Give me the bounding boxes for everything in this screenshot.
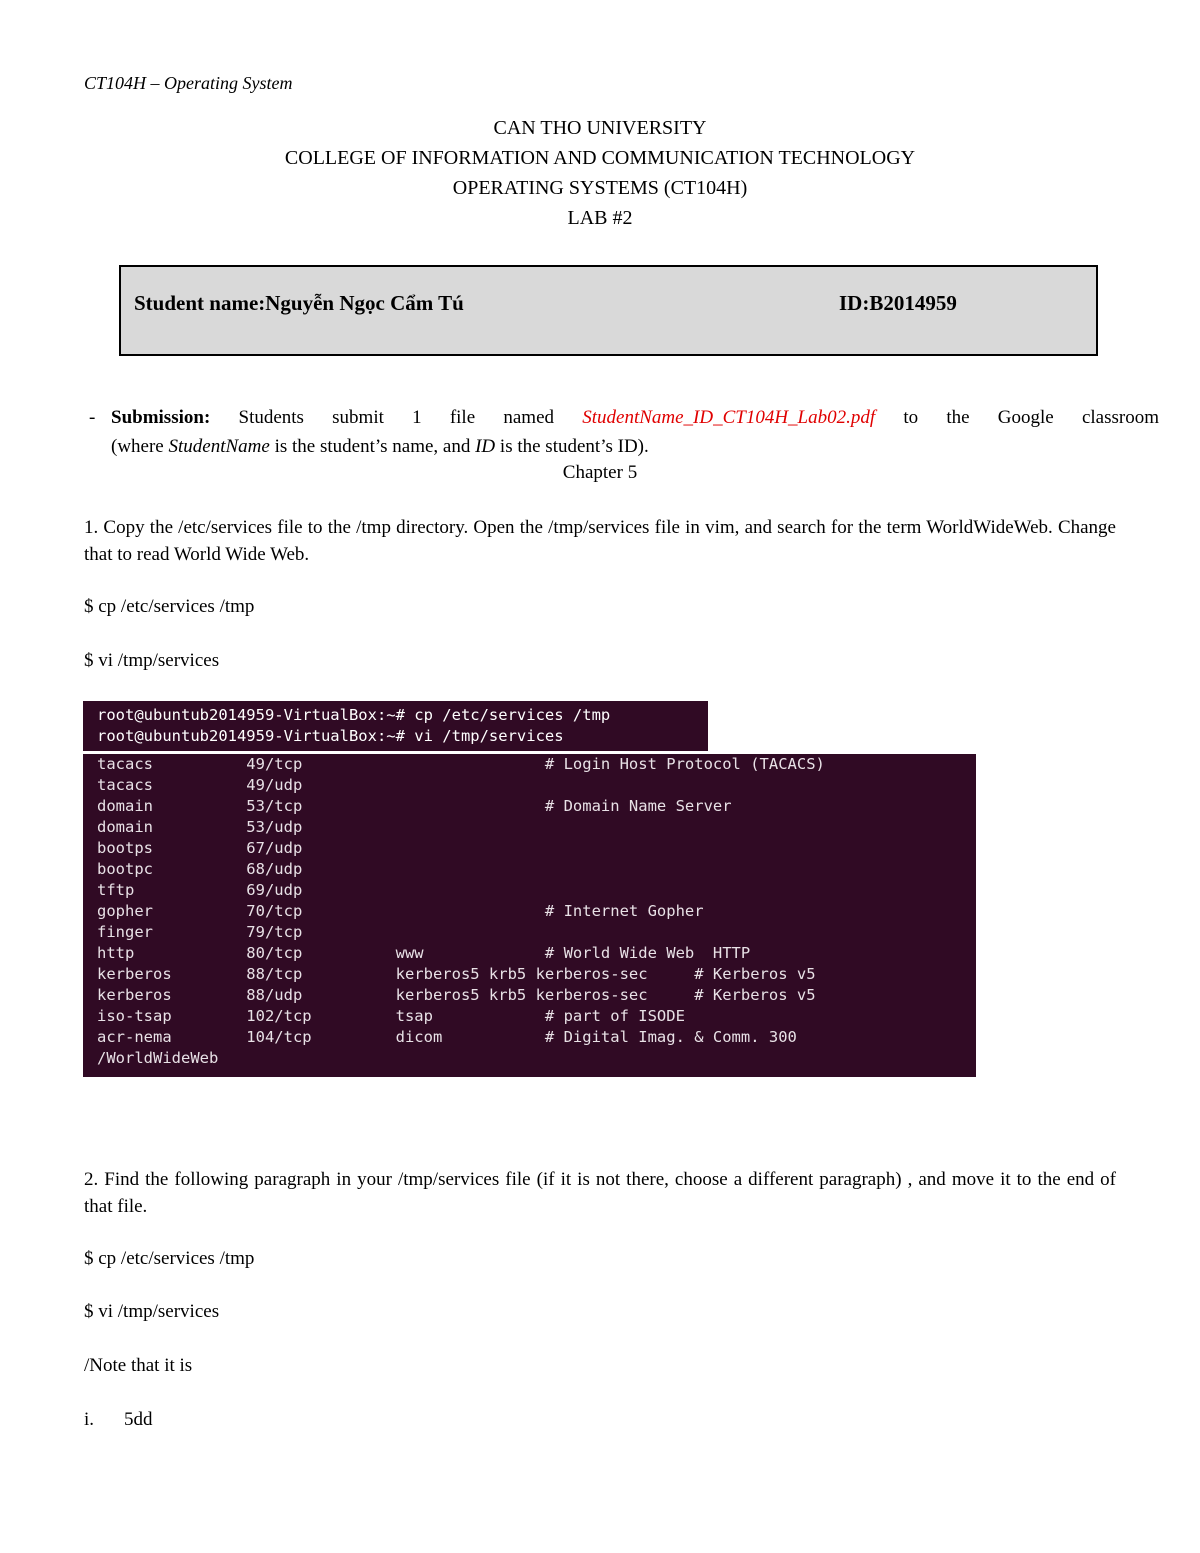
question-1-text: 1. Copy the /etc/services file to the /tmp directory. Open the /tmp/services file in vim, and search for the term WorldWideWeb. Change that to read World Wide Web. bbox=[84, 517, 1116, 565]
note-text-3: is the student’s ID). bbox=[495, 436, 649, 457]
title-block bbox=[0, 113, 1200, 233]
submission-label: Submission: bbox=[111, 407, 211, 428]
terminal-line: domain 53/tcp # Domain Name Server bbox=[97, 797, 732, 815]
submission-line bbox=[111, 407, 1159, 429]
note-text-2: is the student’s name, and bbox=[269, 436, 476, 457]
chapter-heading: Chapter 5 bbox=[562, 462, 638, 483]
submission-filename: StudentName_ID_CT104H_Lab02.pdf bbox=[582, 407, 876, 428]
note-id: ID bbox=[475, 436, 496, 457]
terminal-screenshot-commands bbox=[83, 701, 708, 751]
list-marker: i. bbox=[84, 1409, 95, 1430]
submission-text: Students submit 1 file named bbox=[210, 407, 583, 428]
terminal-line: bootpc 68/udp bbox=[97, 860, 303, 878]
list-item-text: 5dd bbox=[124, 1409, 153, 1430]
question-2-text: 2. Find the following paragraph in your /tmp/services file (if it is not there, choose a different paragraph) , and move it to the end of that file. bbox=[84, 1169, 1116, 1217]
university-title: CAN THO UNIVERSITY bbox=[493, 117, 707, 139]
terminal-line: tacacs 49/udp bbox=[97, 776, 303, 794]
q1-command-cp: $ cp /etc/services /tmp bbox=[84, 596, 255, 617]
college-title: COLLEGE OF INFORMATION AND COMMUNICATION TECHNOLOGY bbox=[284, 147, 916, 169]
note-text: (where bbox=[111, 436, 169, 457]
terminal-line: tftp 69/udp bbox=[97, 881, 303, 899]
course-title: OPERATING SYSTEMS (CT104H) bbox=[452, 177, 748, 199]
student-name-value: Nguyễn Ngọc Cẩm Tú bbox=[265, 291, 464, 315]
student-id bbox=[839, 291, 957, 316]
terminal-line: acr-nema 104/tcp dicom # Digital Imag. & Comm. 300 bbox=[97, 1028, 797, 1046]
terminal-line: bootps 67/udp bbox=[97, 839, 303, 857]
terminal-search-line: /WorldWideWeb bbox=[97, 1049, 219, 1067]
student-name-label: Student name: bbox=[134, 291, 266, 315]
terminal-screenshot-vim bbox=[83, 754, 976, 1077]
terminal-line: http 80/tcp www # World Wide Web HTTP bbox=[97, 944, 751, 962]
terminal-line: kerberos 88/udp kerberos5 krb5 kerberos-sec # Kerberos v5 bbox=[97, 986, 816, 1004]
terminal-line: iso-tsap 102/tcp tsap # part of ISODE bbox=[97, 1007, 685, 1025]
submission-note bbox=[111, 436, 649, 458]
list-item bbox=[84, 1409, 153, 1431]
student-id-value: B2014959 bbox=[869, 291, 957, 315]
student-name bbox=[134, 291, 464, 316]
q2-command-vi: $ vi /tmp/services bbox=[84, 1301, 220, 1322]
q2-command-cp: $ cp /etc/services /tmp bbox=[84, 1248, 255, 1269]
terminal-line: finger 79/tcp bbox=[97, 923, 303, 941]
terminal-line: root@ubuntub2014959-VirtualBox:~# vi /tmp/services bbox=[97, 727, 564, 745]
q1-command-vi: $ vi /tmp/services bbox=[84, 650, 220, 671]
submission-bullet: - bbox=[89, 407, 96, 428]
submission-text-end: to the Google classroom bbox=[875, 407, 1159, 428]
terminal-line: kerberos 88/tcp kerberos5 krb5 kerberos-sec # Kerberos v5 bbox=[97, 965, 816, 983]
q2-command-search: /Note that it is bbox=[84, 1355, 193, 1376]
student-id-label: ID: bbox=[839, 291, 870, 315]
lab-title: LAB #2 bbox=[567, 207, 633, 229]
note-studentname: StudentName bbox=[168, 436, 270, 457]
terminal-line: tacacs 49/tcp # Login Host Protocol (TACACS) bbox=[97, 755, 825, 773]
terminal-line: domain 53/udp bbox=[97, 818, 303, 836]
terminal-line: root@ubuntub2014959-VirtualBox:~# cp /etc/services /tmp bbox=[97, 706, 611, 724]
running-head: CT104H – Operating System bbox=[84, 73, 293, 93]
terminal-line: gopher 70/tcp # Internet Gopher bbox=[97, 902, 704, 920]
